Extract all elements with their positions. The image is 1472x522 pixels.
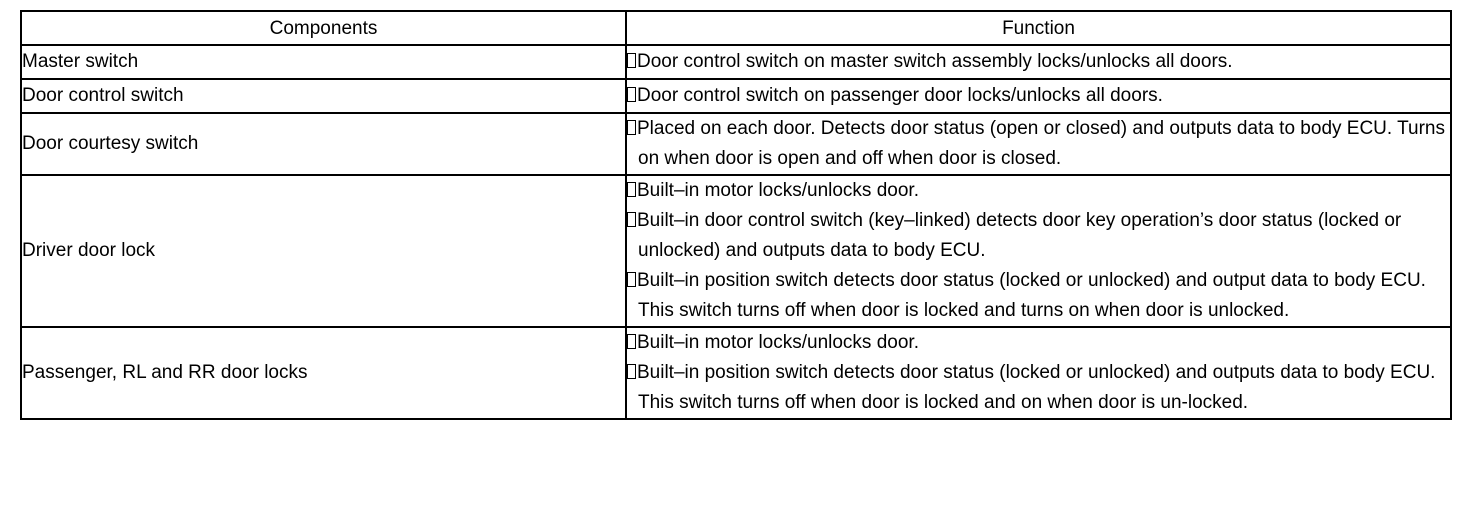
function-item (627, 176, 1450, 206)
function-item (627, 114, 1450, 174)
components-function-table (20, 10, 1452, 420)
function-cell (626, 79, 1451, 113)
component-cell: Driver door lock (21, 175, 626, 327)
function-text: Placed on each door. Detects door status (open or closed) and outputs data to body ECU. Turns on when door is open and off when door is closed. (637, 118, 1445, 169)
function-item (627, 358, 1450, 418)
checkbox-bullet-icon (627, 182, 636, 197)
function-item (627, 206, 1450, 266)
function-cell (626, 113, 1451, 175)
checkbox-bullet-icon (627, 334, 636, 349)
function-item (627, 328, 1450, 358)
component-cell: Master switch (21, 45, 626, 79)
component-cell: Passenger, RL and RR door locks (21, 327, 626, 419)
function-text: Built–in motor locks/unlocks door. (637, 180, 919, 201)
table-row (21, 327, 1451, 419)
function-text: Built–in position switch detects door status (locked or unlocked) and outputs data to body ECU. This switch turns off when door is locked and on when door is un-locked. (637, 362, 1436, 413)
checkbox-bullet-icon (627, 272, 636, 287)
header-function: Function (626, 11, 1451, 45)
function-item (627, 81, 1450, 111)
function-cell (626, 327, 1451, 419)
function-text: Door control switch on passenger door locks/unlocks all doors. (637, 85, 1163, 106)
table-row (21, 45, 1451, 79)
function-cell (626, 175, 1451, 327)
function-cell (626, 45, 1451, 79)
checkbox-bullet-icon (627, 120, 636, 135)
component-cell: Door control switch (21, 79, 626, 113)
checkbox-bullet-icon (627, 364, 636, 379)
checkbox-bullet-icon (627, 212, 636, 227)
function-text: Door control switch on master switch assembly locks/unlocks all doors. (637, 51, 1233, 72)
table-row (21, 113, 1451, 175)
checkbox-bullet-icon (627, 87, 636, 102)
function-text: Built–in position switch detects door status (locked or unlocked) and output data to body ECU. This switch turns off when door is locked and turns on when door is unlocked. (637, 270, 1426, 321)
component-cell: Door courtesy switch (21, 113, 626, 175)
table-row (21, 175, 1451, 327)
checkbox-bullet-icon (627, 53, 636, 68)
function-item (627, 266, 1450, 326)
header-components: Components (21, 11, 626, 45)
table-row (21, 79, 1451, 113)
function-item (627, 47, 1450, 77)
function-text: Built–in door control switch (key–linked) detects door key operation’s door status (locked or unlocked) and outputs data to body ECU. (637, 210, 1402, 261)
header-row (21, 11, 1451, 45)
function-text: Built–in motor locks/unlocks door. (637, 332, 919, 353)
